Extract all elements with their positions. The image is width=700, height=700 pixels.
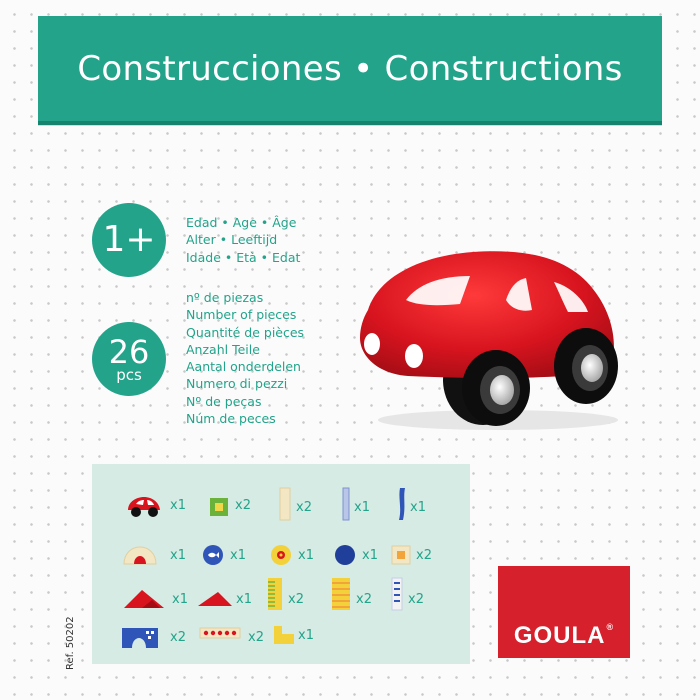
- brand-name: GOULA: [513, 622, 606, 649]
- half-dome-icon: [122, 544, 158, 568]
- piece-qty: x2: [235, 498, 251, 513]
- goula-logo: [498, 566, 630, 658]
- age-line: Alter • Leeftijd: [186, 232, 278, 248]
- piece-qty: x2: [356, 592, 372, 607]
- registered-mark: ®: [606, 622, 615, 632]
- piece-qty: x2: [408, 592, 424, 607]
- car-piece-icon: [126, 494, 162, 518]
- header-banner: [38, 16, 662, 125]
- moon-disc-icon: [334, 544, 358, 568]
- pieces-line: nº de piezas: [186, 290, 264, 305]
- age-badge: [92, 203, 166, 277]
- flower-disc-icon: [270, 544, 294, 568]
- window-cube-piece: [390, 544, 440, 568]
- piece-qty: x2: [416, 548, 432, 563]
- blue-arch-piece: [120, 624, 186, 648]
- yellow-step-icon: [272, 622, 298, 648]
- piece-qty: x1: [172, 592, 188, 607]
- age-badge-label: 1+: [102, 219, 156, 260]
- blue-tower-piece: [390, 576, 440, 607]
- red-roof-large-piece: [122, 586, 188, 610]
- blue-curved-post-icon: [396, 486, 408, 522]
- yellow-comb-piece: [266, 576, 316, 607]
- blue-post-icon: [340, 486, 352, 522]
- pieces-badge: [92, 322, 166, 396]
- blue-tower-icon: [390, 576, 404, 612]
- goula-logo-text: [498, 622, 630, 650]
- blue-thin-post-piece: [340, 486, 390, 515]
- red-roof-large-icon: [122, 586, 166, 612]
- pieces-line: Núm de peces: [186, 411, 276, 427]
- moon-disc-piece: [334, 544, 384, 568]
- fish-disc-icon: [202, 544, 226, 568]
- piece-qty: x1: [236, 592, 252, 607]
- piece-qty: x1: [170, 548, 186, 563]
- piece-qty: x2: [288, 592, 304, 607]
- blue-arch-icon: [120, 624, 160, 650]
- yellow-striped-block-piece: [330, 576, 380, 607]
- piece-qty: x1: [362, 548, 378, 563]
- hearts-bar-piece: [198, 624, 264, 648]
- pieces-line: Numero di pezzi: [186, 376, 288, 392]
- pieces-badge-number: 26: [108, 332, 150, 371]
- piece-qty: x2: [296, 500, 312, 515]
- red-roof-small-piece: [196, 586, 252, 610]
- piece-qty: x1: [298, 548, 314, 563]
- fish-disc-piece: [202, 544, 252, 568]
- piece-qty: x1: [170, 498, 186, 513]
- pieces-line: Number of pieces: [186, 307, 297, 323]
- hearts-bar-icon: [198, 624, 242, 644]
- green-cube-icon: [208, 494, 232, 518]
- flower-disc-piece: [270, 544, 320, 568]
- pieces-line: Nº de peças: [186, 393, 262, 409]
- piece-qty: x1: [410, 500, 426, 515]
- piece-qty: x2: [248, 630, 264, 645]
- pieces-panel: [92, 464, 470, 664]
- car-piece: [126, 494, 186, 518]
- age-text: [186, 214, 300, 266]
- pieces-line: Aantal onderdelen: [186, 359, 301, 375]
- reference-number: Ref. 50202: [65, 616, 76, 670]
- pieces-line: Anzahl Teile: [186, 341, 260, 357]
- cream-block-piece: [278, 486, 328, 515]
- window-cube-icon: [390, 544, 414, 568]
- piece-qty: x1: [298, 628, 314, 643]
- piece-qty: x1: [354, 500, 370, 515]
- yellow-step-piece: [272, 622, 322, 646]
- pieces-badge-unit: pcs: [116, 365, 142, 384]
- red-toy-car-image: [348, 238, 630, 432]
- blue-curved-post-piece: [396, 486, 446, 515]
- red-roof-small-icon: [196, 586, 236, 612]
- header-title: Construcciones • Constructions: [77, 48, 623, 89]
- age-line: Idade • Età • Edat: [186, 249, 301, 265]
- age-line: Edad • Age • Âge: [186, 215, 297, 230]
- pieces-text: [186, 289, 304, 427]
- piece-qty: x1: [230, 548, 246, 563]
- green-cube-piece: [208, 494, 258, 518]
- piece-qty: x2: [170, 630, 186, 645]
- cream-block-icon: [278, 486, 294, 522]
- pieces-line: Quantité de pièces: [186, 324, 305, 340]
- yellow-striped-block-icon: [330, 576, 352, 612]
- yellow-comb-icon: [266, 576, 286, 612]
- half-dome-piece: [122, 544, 186, 568]
